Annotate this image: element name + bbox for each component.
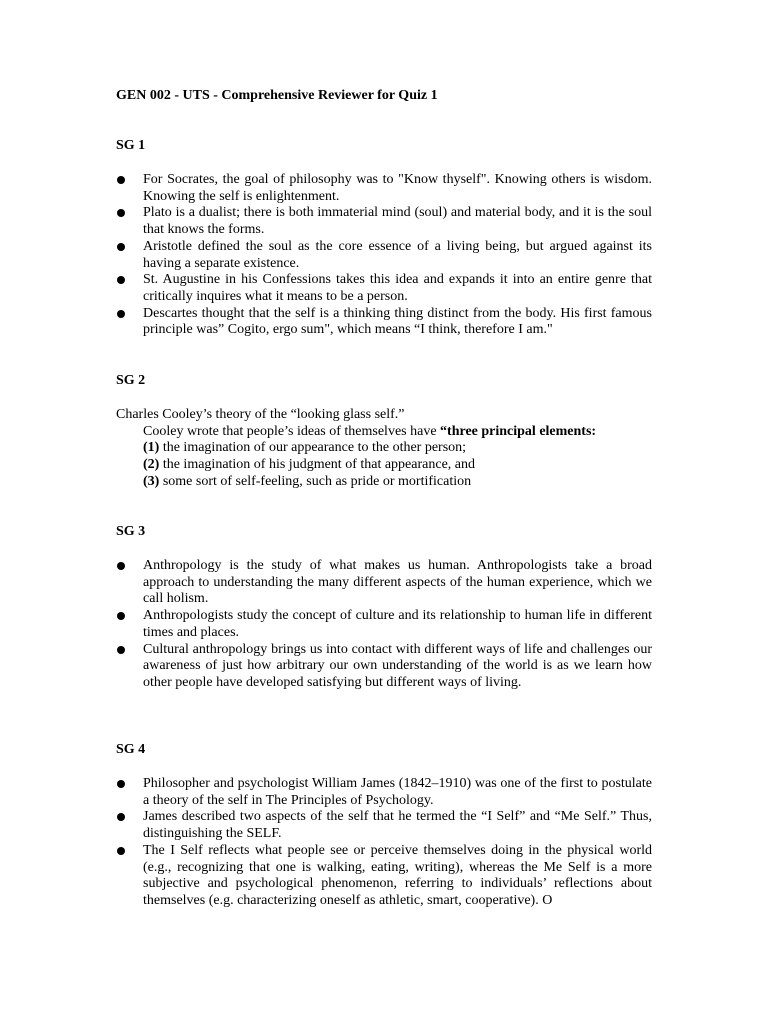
element-text: some sort of self-feeling, such as pride or mortification xyxy=(159,473,472,489)
list-item: Plato is a dualist; there is both immaterial mind (soul) and material body, and it is the soul that knows the forms. xyxy=(116,205,652,238)
element-text: the imagination of his judgment of that appearance, and xyxy=(159,457,476,473)
list-item: Philosopher and psychologist William James (1842–1910) was one of the first to postulate a theory of the self in The Principles of Psychology. xyxy=(116,776,652,809)
list-item: James described two aspects of the self that he termed the “I Self” and “Me Self.” Thus, distinguishing the SELF. xyxy=(116,809,652,842)
section-heading-sg4: SG 4 xyxy=(116,742,146,757)
sg2-element-3 xyxy=(116,474,676,491)
sg2-content xyxy=(116,407,676,491)
list-item: Cultural anthropology brings us into contact with different ways of life and challenges our awareness of just how arbitrary our own understanding of the world is as we learn how other people have developed satisfying but different ways of living. xyxy=(116,642,652,692)
sg2-lead-text: Cooley wrote that people’s ideas of themselves have xyxy=(143,423,441,439)
element-number: (2) xyxy=(143,457,160,473)
document-title: GEN 002 - UTS - Comprehensive Reviewer for Quiz 1 xyxy=(116,88,438,103)
list-item: Descartes thought that the self is a thinking thing distinct from the body. His first famous principle was” Cogito, ergo sum", which means “I think, therefore I am." xyxy=(116,306,652,339)
section-heading-sg1: SG 1 xyxy=(116,138,146,153)
sg3-bullet-list xyxy=(116,558,652,692)
sg2-intro: Charles Cooley’s theory of the “looking glass self.” xyxy=(116,407,405,422)
list-item: Anthropology is the study of what makes us human. Anthropologists take a broad approach to understanding the many different aspects of the human experience, which we call holism. xyxy=(116,558,652,608)
list-item: For Socrates, the goal of philosophy was to "Know thyself". Knowing others is wisdom. Knowing the self is enlightenment. xyxy=(116,172,652,205)
section-heading-sg2: SG 2 xyxy=(116,373,146,388)
element-number: (1) xyxy=(143,440,160,456)
sg2-lead xyxy=(116,424,676,441)
element-number: (3) xyxy=(143,473,160,489)
sg2-element-2 xyxy=(116,457,676,474)
sg2-lead-bold: “three principal elements: xyxy=(440,423,597,439)
section-heading-sg3: SG 3 xyxy=(116,524,146,539)
sg1-bullet-list xyxy=(116,172,652,339)
list-item: Aristotle defined the soul as the core essence of a living being, but argued against its having a separate existence. xyxy=(116,239,652,272)
sg2-element-1 xyxy=(116,440,676,457)
list-item: Anthropologists study the concept of culture and its relationship to human life in different times and places. xyxy=(116,608,652,641)
sg4-bullet-list xyxy=(116,776,652,910)
list-item: The I Self reflects what people see or perceive themselves doing in the physical world (e.g., recognizing that one is walking, eating, writing), whereas the Me Self is a more subjective and psychological phenomenon, referring to individuals’ reflections about themselves (e.g. characterizing oneself as athletic, smart, cooperative). O xyxy=(116,843,652,910)
list-item: St. Augustine in his Confessions takes this idea and expands it into an entire genre that critically inquires what it means to be a person. xyxy=(116,272,652,305)
element-text: the imagination of our appearance to the other person; xyxy=(159,440,467,456)
